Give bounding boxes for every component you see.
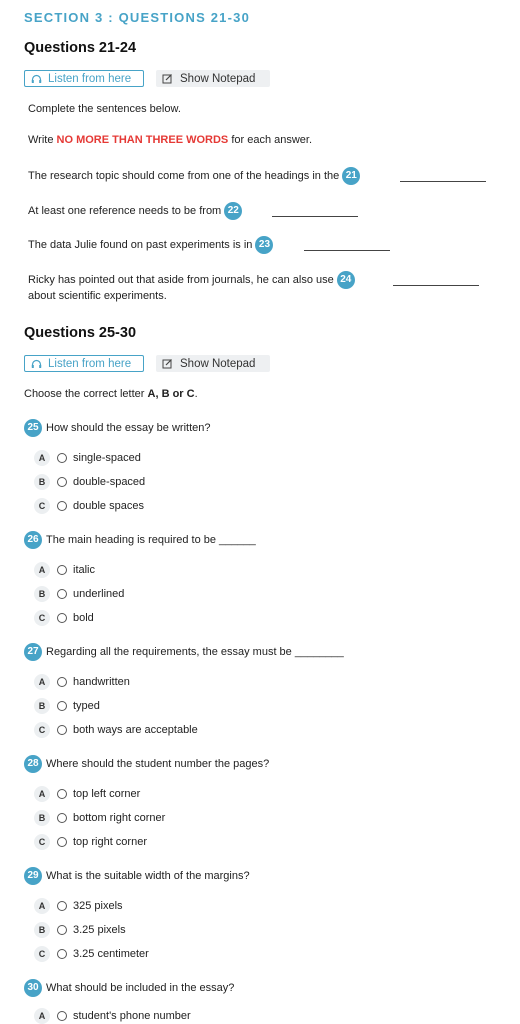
option-text: double-spaced [73, 476, 146, 488]
radio-button[interactable] [57, 677, 67, 687]
question-badge-23: 23 [255, 236, 273, 254]
question-badge-25: 25 [24, 419, 42, 437]
sentence-22 [28, 202, 242, 220]
radio-button[interactable] [57, 789, 67, 799]
edit-icon [162, 358, 173, 369]
section-title: SECTION 3 : QUESTIONS 21-30 [24, 10, 251, 25]
notepad-button-1[interactable] [156, 70, 270, 87]
option-25-b[interactable] [34, 474, 145, 490]
option-letter: C [34, 722, 50, 738]
answer-blank-23[interactable] [304, 250, 390, 251]
radio-button[interactable] [57, 701, 67, 711]
option-letter: B [34, 810, 50, 826]
option-27-a[interactable] [34, 674, 130, 690]
option-letter: C [34, 498, 50, 514]
headphones-icon [31, 359, 42, 369]
listen-button-2[interactable] [24, 355, 144, 372]
radio-button[interactable] [57, 949, 67, 959]
option-25-a[interactable] [34, 450, 141, 466]
instruction-choose [24, 388, 198, 400]
question-26-text: The main heading is required to be ______ [46, 534, 256, 546]
option-text: both ways are acceptable [73, 724, 198, 736]
radio-button[interactable] [57, 453, 67, 463]
option-28-b[interactable] [34, 810, 165, 826]
question-badge-27: 27 [24, 643, 42, 661]
option-text: top right corner [73, 836, 147, 848]
headphones-icon [31, 74, 42, 84]
option-letter: A [34, 450, 50, 466]
option-letter: A [34, 786, 50, 802]
question-badge-30: 30 [24, 979, 42, 997]
question-30-text: What should be included in the essay? [46, 982, 235, 994]
question-28-text: Where should the student number the pages? [46, 758, 270, 770]
question-28 [24, 755, 269, 773]
question-29 [24, 867, 250, 885]
question-badge-24: 24 [337, 271, 355, 289]
question-26 [24, 531, 256, 549]
option-28-c[interactable] [34, 834, 147, 850]
radio-button[interactable] [57, 477, 67, 487]
radio-button[interactable] [57, 837, 67, 847]
option-letter: A [34, 898, 50, 914]
question-badge-26: 26 [24, 531, 42, 549]
sentence-24-continuation: about scientific experiments. [28, 290, 167, 302]
sentence-22-text: At least one reference needs to be from [28, 204, 222, 217]
question-27 [24, 643, 344, 661]
option-text: student's phone number [73, 1010, 191, 1022]
radio-button[interactable] [57, 613, 67, 623]
option-text: underlined [73, 588, 125, 600]
option-letter: C [34, 946, 50, 962]
option-text: bold [73, 612, 94, 624]
option-25-c[interactable] [34, 498, 144, 514]
word-limit-emphasis: NO MORE THAN THREE WORDS [56, 134, 229, 146]
answer-blank-24[interactable] [393, 285, 479, 286]
option-letter: A [34, 674, 50, 690]
sentence-23-text: The data Julie found on past experiments is in [28, 238, 253, 251]
radio-button[interactable] [57, 725, 67, 735]
option-text: 3.25 centimeter [73, 948, 149, 960]
question-badge-21: 21 [342, 167, 360, 185]
radio-button[interactable] [57, 501, 67, 511]
instruction-pre: Write [28, 134, 57, 146]
option-text: bottom right corner [73, 812, 166, 824]
notepad-label-1: Show Notepad [180, 72, 256, 85]
radio-button[interactable] [57, 1011, 67, 1021]
notepad-button-2[interactable] [156, 355, 270, 372]
option-letter: B [34, 474, 50, 490]
group2-heading: Questions 25-30 [24, 325, 137, 341]
option-text: single-spaced [73, 452, 141, 464]
option-26-a[interactable] [34, 562, 95, 578]
option-letter: A [34, 1008, 50, 1024]
radio-button[interactable] [57, 813, 67, 823]
sentence-24 [28, 271, 355, 289]
option-27-c[interactable] [34, 722, 198, 738]
question-badge-28: 28 [24, 755, 42, 773]
option-30-a[interactable] [34, 1008, 191, 1024]
edit-icon [162, 73, 173, 84]
radio-button[interactable] [57, 901, 67, 911]
option-26-b[interactable] [34, 586, 124, 602]
question-badge-29: 29 [24, 867, 42, 885]
option-letter: B [34, 698, 50, 714]
question-29-text: What is the suitable width of the margins? [46, 870, 250, 882]
option-29-c[interactable] [34, 946, 149, 962]
option-text: typed [73, 700, 100, 712]
option-26-c[interactable] [34, 610, 94, 626]
instruction-post: for each answer. [228, 134, 313, 146]
option-text: 325 pixels [73, 900, 123, 912]
radio-button[interactable] [57, 589, 67, 599]
answer-blank-21[interactable] [400, 181, 486, 182]
option-28-a[interactable] [34, 786, 140, 802]
option-text: top left corner [73, 788, 141, 800]
listen-label-1: Listen from here [48, 72, 132, 85]
notepad-label-2: Show Notepad [180, 357, 256, 370]
option-letter: C [34, 610, 50, 626]
listen-button-1[interactable] [24, 70, 144, 87]
choose-pre: Choose the correct letter [24, 388, 148, 400]
option-letter: B [34, 586, 50, 602]
answer-blank-22[interactable] [272, 216, 358, 217]
question-25 [24, 419, 210, 437]
group1-heading: Questions 21-24 [24, 40, 137, 56]
option-letter: A [34, 562, 50, 578]
question-30 [24, 979, 234, 997]
option-29-a[interactable] [34, 898, 123, 914]
option-text: italic [73, 564, 96, 576]
option-29-b[interactable] [34, 922, 126, 938]
choose-letters: A, B or C [147, 388, 195, 400]
option-text: double spaces [73, 500, 144, 512]
question-27-text: Regarding all the requirements, the essay must be ________ [46, 646, 344, 658]
instruction-word-limit [28, 134, 312, 146]
listen-label-2: Listen from here [48, 357, 132, 370]
option-letter: B [34, 922, 50, 938]
option-text: 3.25 pixels [73, 924, 126, 936]
instruction-complete: Complete the sentences below. [28, 103, 181, 115]
radio-button[interactable] [57, 565, 67, 575]
sentence-24-text: Ricky has pointed out that aside from journals, he can also use [28, 273, 334, 286]
sentence-23 [28, 236, 273, 254]
radio-button[interactable] [57, 925, 67, 935]
sentence-21 [28, 167, 360, 185]
option-letter: C [34, 834, 50, 850]
choose-post: . [194, 388, 198, 400]
question-25-text: How should the essay be written? [46, 422, 211, 434]
option-27-b[interactable] [34, 698, 100, 714]
sentence-21-text: The research topic should come from one of the headings in the [28, 169, 340, 182]
question-badge-22: 22 [224, 202, 242, 220]
option-text: handwritten [73, 676, 130, 688]
